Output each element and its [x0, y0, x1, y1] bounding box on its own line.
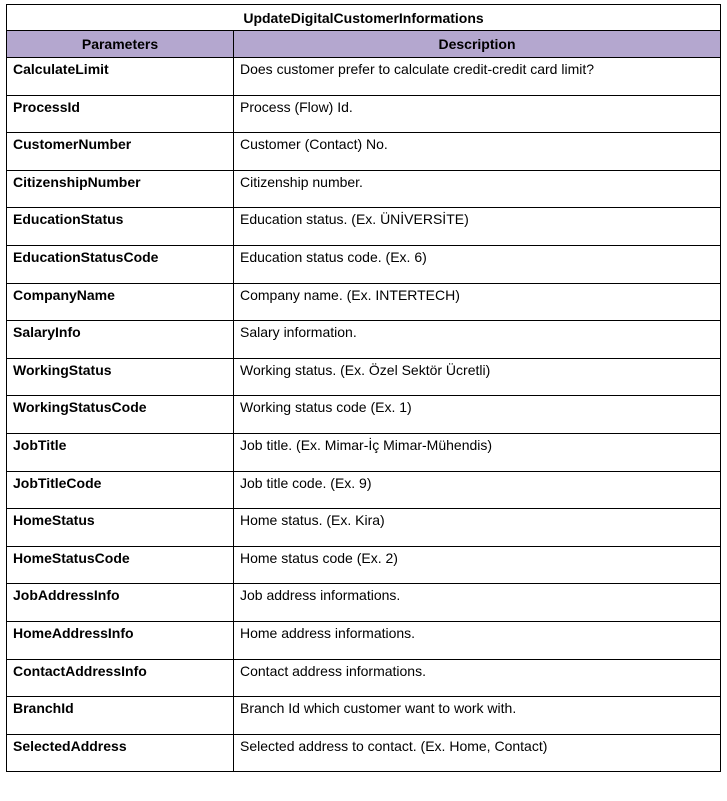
table-row	[7, 396, 721, 434]
table-row	[7, 509, 721, 547]
param-description: Job title code. (Ex. 9)	[234, 471, 721, 509]
table-row	[7, 245, 721, 283]
param-name: JobTitle	[7, 433, 234, 471]
param-name: CustomerNumber	[7, 133, 234, 171]
header-parameters: Parameters	[7, 31, 234, 58]
param-name: WorkingStatusCode	[7, 396, 234, 434]
table-title-row	[7, 5, 721, 31]
param-name: BranchId	[7, 697, 234, 735]
table-row	[7, 471, 721, 509]
param-name: HomeStatusCode	[7, 546, 234, 584]
param-description: Process (Flow) Id.	[234, 95, 721, 133]
table-title: UpdateDigitalCustomerInformations	[7, 5, 721, 31]
param-description: Home status code (Ex. 2)	[234, 546, 721, 584]
param-description: Branch Id which customer want to work with.	[234, 697, 721, 735]
param-name: JobTitleCode	[7, 471, 234, 509]
param-description: Company name. (Ex. INTERTECH)	[234, 283, 721, 321]
param-description: Citizenship number.	[234, 170, 721, 208]
table-row	[7, 433, 721, 471]
param-name: CompanyName	[7, 283, 234, 321]
table-row	[7, 546, 721, 584]
table-row	[7, 659, 721, 697]
param-description: Salary information.	[234, 321, 721, 359]
parameters-table-container	[6, 4, 720, 772]
param-description: Job address informations.	[234, 584, 721, 622]
param-name: HomeStatus	[7, 509, 234, 547]
param-name: HomeAddressInfo	[7, 621, 234, 659]
param-name: SelectedAddress	[7, 734, 234, 772]
param-description: Job title. (Ex. Mimar-İç Mimar-Mühendis)	[234, 433, 721, 471]
table-row	[7, 621, 721, 659]
param-name: JobAddressInfo	[7, 584, 234, 622]
param-name: ContactAddressInfo	[7, 659, 234, 697]
param-description: Selected address to contact. (Ex. Home, Contact)	[234, 734, 721, 772]
param-description: Contact address informations.	[234, 659, 721, 697]
table-row	[7, 58, 721, 96]
param-name: EducationStatusCode	[7, 245, 234, 283]
param-name: WorkingStatus	[7, 358, 234, 396]
param-description: Working status. (Ex. Özel Sektör Ücretli)	[234, 358, 721, 396]
param-description: Home status. (Ex. Kira)	[234, 509, 721, 547]
header-description: Description	[234, 31, 721, 58]
param-description: Working status code (Ex. 1)	[234, 396, 721, 434]
param-description: Education status code. (Ex. 6)	[234, 245, 721, 283]
param-description: Customer (Contact) No.	[234, 133, 721, 171]
table-row	[7, 208, 721, 246]
table-row	[7, 697, 721, 735]
param-name: EducationStatus	[7, 208, 234, 246]
param-description: Does customer prefer to calculate credit-credit card limit?	[234, 58, 721, 96]
table-row	[7, 95, 721, 133]
param-description: Home address informations.	[234, 621, 721, 659]
param-description: Education status. (Ex. ÜNİVERSİTE)	[234, 208, 721, 246]
parameters-table	[6, 4, 721, 772]
param-name: SalaryInfo	[7, 321, 234, 359]
table-row	[7, 321, 721, 359]
table-row	[7, 358, 721, 396]
param-name: CalculateLimit	[7, 58, 234, 96]
table-row	[7, 170, 721, 208]
table-row	[7, 734, 721, 772]
param-name: CitizenshipNumber	[7, 170, 234, 208]
table-row	[7, 584, 721, 622]
param-name: ProcessId	[7, 95, 234, 133]
table-row	[7, 133, 721, 171]
table-header-row	[7, 31, 721, 58]
table-row	[7, 283, 721, 321]
